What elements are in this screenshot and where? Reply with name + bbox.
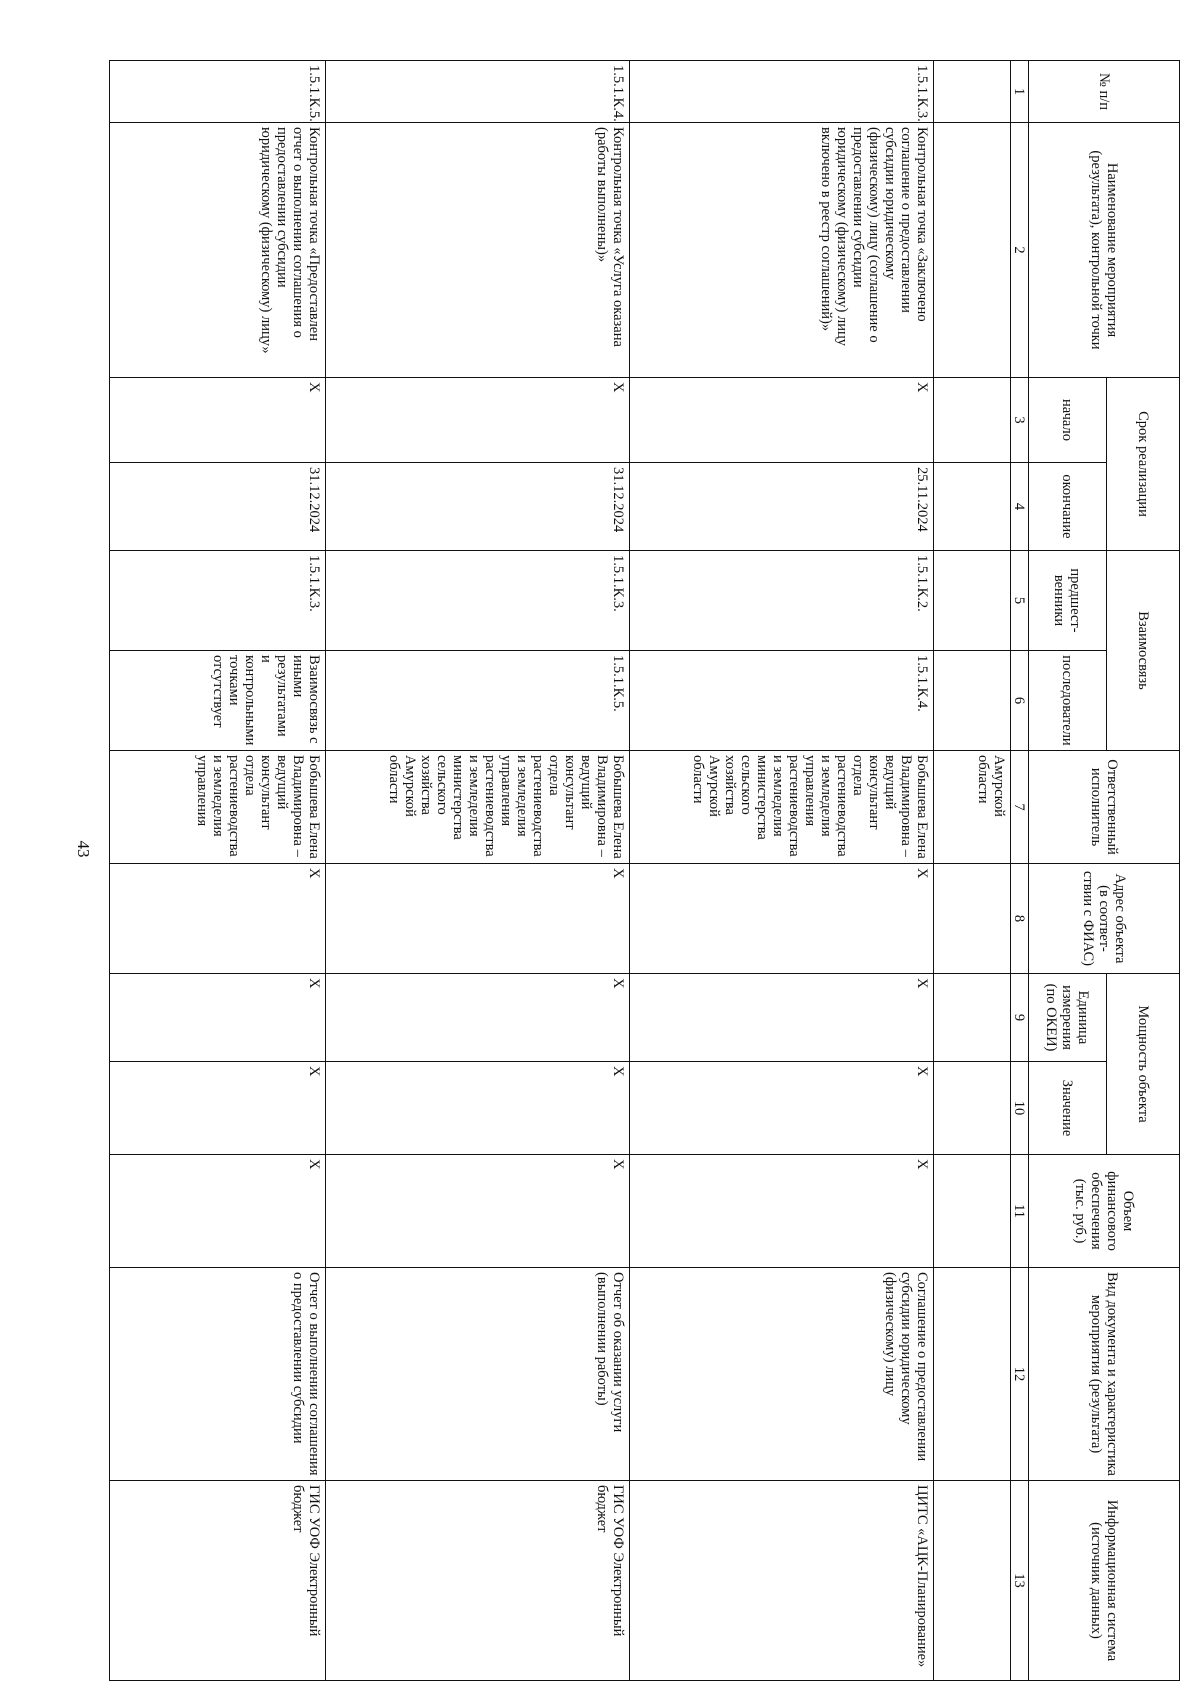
row-address: X [326, 864, 630, 974]
header-successors: последователи [1029, 651, 1107, 751]
column-number: 12 [1011, 1268, 1029, 1481]
row-finance: X [110, 1155, 326, 1268]
row-executor: Бобышева Елена Владимировна – ведущий консультант отдела растениеводства и земледелия управления [110, 751, 326, 864]
continuation-executor: Амурской области [934, 751, 1011, 864]
column-number: 4 [1011, 463, 1029, 551]
row-system: ГИС УОФ Электронный бюджет [110, 1481, 326, 1681]
row-successors: 1.5.1.К.5. [326, 651, 630, 751]
header-capacity-unit: Единица измерения (по ОКЕИ) [1029, 974, 1107, 1062]
row-predecessors: 1.5.1.К.3. [326, 551, 630, 651]
rotated-table-page [110, 60, 1180, 1680]
header-period-start: начало [1029, 378, 1107, 463]
table-cell [934, 463, 1011, 551]
row-value: X [630, 1062, 934, 1155]
row-name: Контрольная точка «Заключено соглашение о предоставлении субсидии юридическому (физическому) лицу (соглашение о предоставлении субсидии юридическому (физическому) лицу включено в реестр соглашений)» [630, 123, 934, 378]
column-number: 9 [1011, 974, 1029, 1062]
row-name: Контрольная точка «Услуга оказана (работы выполнены)» [326, 123, 630, 378]
column-number: 2 [1011, 123, 1029, 378]
header-relation: Взаимосвязь [1107, 551, 1180, 751]
header-period: Срок реализации [1107, 378, 1180, 551]
column-number: 1 [1011, 61, 1029, 123]
table-cell [934, 651, 1011, 751]
row-value: X [110, 1062, 326, 1155]
schedule-table [109, 60, 1180, 1681]
row-address: X [630, 864, 934, 974]
column-number: 5 [1011, 551, 1029, 651]
header-predecessors: предшест-венники [1029, 551, 1107, 651]
column-number: 6 [1011, 651, 1029, 751]
row-finance: X [630, 1155, 934, 1268]
header-no: № п/п [1029, 61, 1180, 123]
table-cell [934, 1062, 1011, 1155]
header-period-end: окончание [1029, 463, 1107, 551]
table-row [110, 61, 326, 1681]
table-cell [934, 1481, 1011, 1681]
row-unit: X [110, 974, 326, 1062]
header-document: Вид документа и характеристика мероприятия (результата) [1029, 1268, 1180, 1481]
column-number: 7 [1011, 751, 1029, 864]
row-unit: X [326, 974, 630, 1062]
row-start: X [630, 378, 934, 463]
row-start: X [110, 378, 326, 463]
table-cell [934, 551, 1011, 651]
row-predecessors: 1.5.1.К.2. [630, 551, 934, 651]
table-cell [934, 1155, 1011, 1268]
column-number: 8 [1011, 864, 1029, 974]
table-cell [934, 61, 1011, 123]
continuation-row [934, 61, 1011, 1681]
page-number: 43 [74, 840, 93, 858]
header-row-1 [1107, 61, 1180, 1681]
column-number-row [1011, 61, 1029, 1681]
row-number: 1.5.1.К.4. [326, 61, 630, 123]
row-start: X [326, 378, 630, 463]
row-value: X [326, 1062, 630, 1155]
table-row [630, 61, 934, 1681]
column-number: 13 [1011, 1481, 1029, 1681]
row-unit: X [630, 974, 934, 1062]
row-end: 25.11.2024 [630, 463, 934, 551]
row-executor: Бобышева Елена Владимировна – ведущий консультант отдела растениеводства и земледелия управления растениеводства и земледелия министерства сельского хозяйства Амурской области [630, 751, 934, 864]
table-cell [934, 974, 1011, 1062]
table-cell [934, 864, 1011, 974]
row-document: Соглашение о предоставлении субсидии юридическому (физическому) лицу [630, 1268, 934, 1481]
row-successors: 1.5.1.К.4. [630, 651, 934, 751]
row-end: 31.12.2024 [110, 463, 326, 551]
header-system: Информационная система (источник данных) [1029, 1481, 1180, 1681]
table-cell [934, 123, 1011, 378]
row-number: 1.5.1.К.5. [110, 61, 326, 123]
row-number: 1.5.1.К.3. [630, 61, 934, 123]
table-cell [934, 1268, 1011, 1481]
row-finance: X [326, 1155, 630, 1268]
header-address: Адрес объекта (в соответ-ствии с ФИАС) [1029, 864, 1180, 974]
table-row [326, 61, 630, 1681]
row-executor: Бобышева Елена Владимировна – ведущий консультант отдела растениеводства и земледелия управления растениеводства и земледелия министерства сельского хозяйства Амурской области [326, 751, 630, 864]
header-finance: Объем финансового обеспечения (тыс. руб.) [1029, 1155, 1180, 1268]
column-number: 10 [1011, 1062, 1029, 1155]
row-successors: Взаимосвязь с иными результатами и контрольными точками отсутствует [110, 651, 326, 751]
row-system: ЦИТС «АЦК-Планирование» [630, 1481, 934, 1681]
column-number: 3 [1011, 378, 1029, 463]
row-document: Отчет об оказании услуги (выполнении работы) [326, 1268, 630, 1481]
column-number: 11 [1011, 1155, 1029, 1268]
row-address: X [110, 864, 326, 974]
table-cell [934, 378, 1011, 463]
header-capacity: Мощность объекта [1107, 974, 1180, 1155]
row-document: Отчет о выполнении соглашения о предоставлении субсидии [110, 1268, 326, 1481]
header-capacity-value: Значение [1029, 1062, 1107, 1155]
header-executor: Ответственный исполнитель [1029, 751, 1180, 864]
row-name: Контрольная точка «Предоставлен отчет о выполнении соглашения о предоставлении субсидии юридическому (физическому) лицу» [110, 123, 326, 378]
row-end: 31.12.2024 [326, 463, 630, 551]
row-predecessors: 1.5.1.К.3. [110, 551, 326, 651]
header-name: Наименование мероприятия (результата), контрольной точки [1029, 123, 1180, 378]
row-system: ГИС УОФ Электронный бюджет [326, 1481, 630, 1681]
